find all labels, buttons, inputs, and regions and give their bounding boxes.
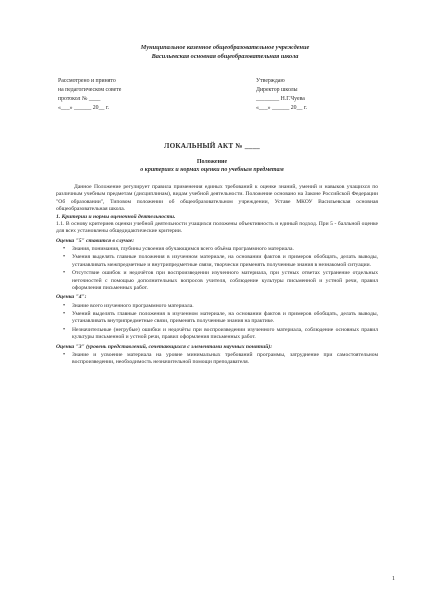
approval-left-line-1: Рассмотрено и принято (58, 78, 116, 84)
list-item: • Незначительные (негрубые) ошибки и недочёты при воспроизведении изученного материала, соблюдение основных правил культуры письменной и устной речи, правил оформления письменных работ. (72, 327, 378, 342)
list-item: • Отсутствие ошибок и недочётов при воспроизведении изученного материала, при устных ответах устранение отдельных неточностей с помощью дополнительных вопросов учителя, соблюдение культуры письменной и устной речи, правил оформления письменных работ. (72, 270, 378, 292)
document-body (56, 184, 378, 368)
polozhenie-title: Положение (196, 159, 228, 165)
grade-3-heading: Оценка "3" (уровень представлений, сочетающихся с элементами научных понятий): (56, 343, 273, 350)
grade-4-heading: Оценка "4": (56, 294, 87, 301)
grade-5-list (56, 246, 378, 292)
approval-left-line-3: протокол № ____ (58, 95, 101, 102)
approval-right-line-1: Утверждаю (256, 78, 285, 84)
list-item: • Знание и усвоение материала на уровне минимальных требований программы, затруднение при самостоятельном воспроизведении, необходимость незначительной помощи преподавателя. (72, 352, 378, 367)
section-1-heading: 1. Критерии и нормы оценочной деятельности. (56, 213, 176, 220)
org-name-line-1: Муниципальное казенное общеобразовательное учреждение (140, 44, 310, 51)
list-item: • Умений выделять главные положения в изученном материале, на основании фактов и примеров обобщать, делать выводы, устанавливать внутрипредметные связи, применять полученные знания на практике. (72, 311, 378, 326)
approval-right-line-4: «___» ______ 20__ г. (256, 104, 307, 111)
intro-paragraph: Данное Положение регулирует правила применения единых требований к оценке знаний, умений и навыков учащихся по различным учебным предметам (дисциплинам), видам учебной деятельности. Положение основано на Законе Российской Федерации "Об образовании", Типовом положении об общеобразовательном учреждении, Уставе МКОУ Васильевская основная общеобразовательная школа. (56, 184, 378, 213)
grade-3-list (56, 352, 378, 367)
polozhenie-title-block (0, 158, 424, 174)
section-1-text: 1.1. В основу критериев оценки учебной деятельности учащихся положены объективность и единый подход. При 5 - балльной оценке для всех установлены общедидактические критерии. (56, 220, 378, 235)
page-number: 1 (392, 576, 395, 582)
approval-block-left (58, 77, 208, 113)
approval-left-line-2: на педагогическом совете (58, 86, 122, 93)
polozhenie-subtitle: о критериях и нормах оценки по учебным предметам (140, 167, 284, 174)
list-item: • Знание всего изученного программного материала. (72, 303, 378, 310)
list-item: • Умения выделять главные положения в изученном материале, на основании фактов и примеров обобщать, делать выводы, устанавливать межпредметные и внутрипредметные связи, творчески применять полученные знания в незнакомой ситуации. (72, 254, 378, 269)
org-name-line-2: Васильевская основная общеобразовательная школа (151, 52, 299, 60)
list-item: • Знания, понимания, глубины усвоения обучающимся всего объёма программного материала. (72, 246, 378, 253)
approval-right-line-3: ________ Н.Г.Чуева (256, 95, 305, 102)
act-title: ЛОКАЛЬНЫЙ АКТ № ____ (164, 142, 260, 150)
approval-block-right (256, 77, 406, 113)
approval-left-line-4: «___» ______ 20__ г. (58, 104, 109, 111)
organization-header (60, 44, 390, 61)
grade-5-heading: Оценка "5" ставится в случае: (56, 237, 135, 244)
approval-right-line-2: Директор школы (256, 86, 298, 93)
grade-4-list (56, 303, 378, 342)
